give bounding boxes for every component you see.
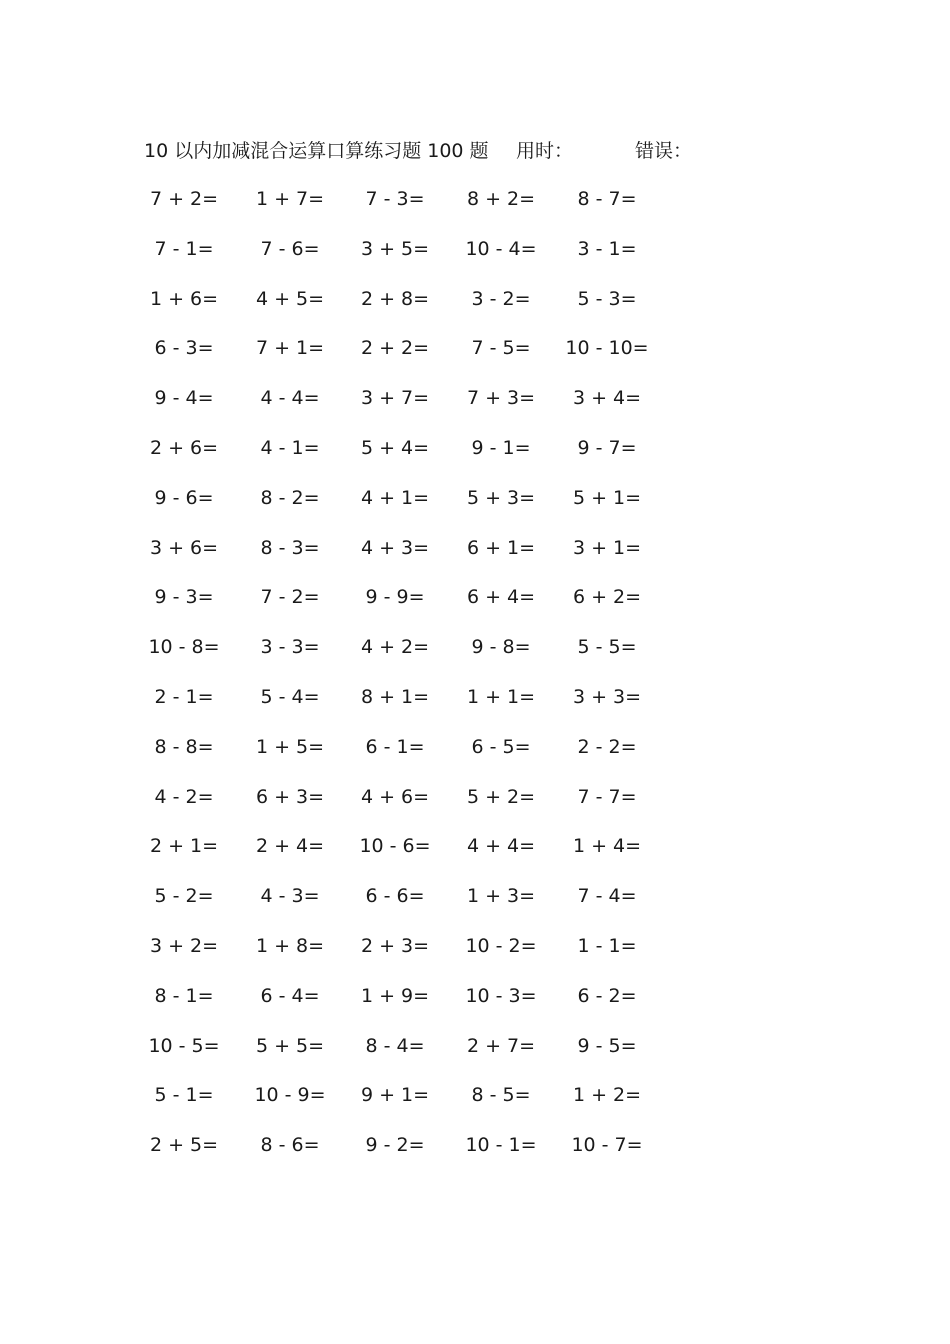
arithmetic-problem: 3 - 2= <box>471 287 531 310</box>
problem-row <box>0 1080 950 1130</box>
problem-row <box>0 831 950 881</box>
arithmetic-problem: 6 + 4= <box>466 586 536 609</box>
arithmetic-problem: 7 - 6= <box>260 237 320 260</box>
arithmetic-problem: 3 + 4= <box>572 387 642 410</box>
arithmetic-problem: 1 + 5= <box>255 735 325 758</box>
arithmetic-problem: 5 + 1= <box>572 486 642 509</box>
arithmetic-problem: 7 - 7= <box>577 785 637 808</box>
arithmetic-problem: 4 + 3= <box>360 536 430 559</box>
problem-row <box>0 234 950 284</box>
arithmetic-problem: 2 + 6= <box>149 436 219 459</box>
errors-label: 错误： <box>635 140 693 162</box>
arithmetic-problem: 9 - 2= <box>365 1134 425 1157</box>
arithmetic-problem: 1 + 3= <box>466 885 536 908</box>
arithmetic-problem: 5 + 3= <box>466 486 536 509</box>
arithmetic-problem: 7 + 3= <box>466 387 536 410</box>
arithmetic-problem: 1 + 2= <box>572 1084 642 1107</box>
arithmetic-problem: 5 - 1= <box>154 1084 214 1107</box>
problem-row <box>0 732 950 782</box>
arithmetic-problem: 6 - 3= <box>154 337 214 360</box>
arithmetic-problem: 10 - 9= <box>254 1084 326 1107</box>
arithmetic-problem: 1 + 7= <box>255 188 325 210</box>
arithmetic-problem: 9 - 6= <box>154 486 214 509</box>
problem-row <box>0 881 950 931</box>
arithmetic-problem: 7 - 1= <box>154 237 214 260</box>
arithmetic-problem: 7 - 4= <box>577 885 637 908</box>
arithmetic-problem: 7 + 2= <box>149 188 219 210</box>
arithmetic-problem: 6 - 2= <box>577 984 637 1007</box>
arithmetic-problem: 2 + 2= <box>360 337 430 360</box>
arithmetic-problem: 4 + 6= <box>360 785 430 808</box>
problem-row <box>0 184 950 234</box>
problem-row <box>0 533 950 583</box>
problem-row <box>0 483 950 533</box>
arithmetic-problem: 8 - 3= <box>260 536 320 559</box>
arithmetic-problem: 7 + 1= <box>255 337 325 360</box>
arithmetic-problem: 7 - 2= <box>260 586 320 609</box>
problem-row <box>0 682 950 732</box>
arithmetic-problem: 3 - 3= <box>260 636 320 659</box>
worksheet-title: 10 以内加减混合运算口算练习题 100 题 <box>144 140 489 162</box>
arithmetic-problem: 10 - 7= <box>571 1134 643 1157</box>
problem-row <box>0 383 950 433</box>
arithmetic-problem: 5 - 5= <box>577 636 637 659</box>
problem-row <box>0 981 950 1031</box>
arithmetic-problem: 8 - 1= <box>154 984 214 1007</box>
arithmetic-problem: 10 - 1= <box>465 1134 537 1157</box>
arithmetic-problem: 1 + 9= <box>360 984 430 1007</box>
arithmetic-problem: 9 + 1= <box>360 1084 430 1107</box>
arithmetic-problem: 3 + 6= <box>149 536 219 559</box>
arithmetic-problem: 2 + 3= <box>360 934 430 957</box>
arithmetic-problem: 5 - 2= <box>154 885 214 908</box>
problem-row <box>0 333 950 383</box>
arithmetic-problem: 1 + 4= <box>572 835 642 858</box>
arithmetic-problem: 4 - 3= <box>260 885 320 908</box>
arithmetic-problem: 9 - 4= <box>154 387 214 410</box>
arithmetic-problem: 8 + 2= <box>466 188 536 210</box>
arithmetic-problem: 9 - 9= <box>365 586 425 609</box>
arithmetic-problem: 3 + 3= <box>572 685 642 708</box>
arithmetic-problem: 8 - 4= <box>365 1034 425 1057</box>
arithmetic-problem: 2 - 2= <box>577 735 637 758</box>
arithmetic-problem: 4 - 4= <box>260 387 320 410</box>
time-used-label: 用时： <box>516 140 574 162</box>
arithmetic-problem: 9 - 8= <box>471 636 531 659</box>
arithmetic-problem: 5 + 4= <box>360 436 430 459</box>
arithmetic-problem: 4 + 4= <box>466 835 536 858</box>
arithmetic-problem: 8 - 7= <box>577 188 637 210</box>
arithmetic-problem: 5 - 3= <box>577 287 637 310</box>
arithmetic-problem: 4 - 1= <box>260 436 320 459</box>
arithmetic-problem: 2 + 4= <box>255 835 325 858</box>
arithmetic-problem: 6 - 5= <box>471 735 531 758</box>
arithmetic-problem: 1 + 1= <box>466 685 536 708</box>
arithmetic-problem: 8 - 6= <box>260 1134 320 1157</box>
problem-row <box>0 931 950 981</box>
arithmetic-problem: 4 + 5= <box>255 287 325 310</box>
arithmetic-problem: 10 - 3= <box>465 984 537 1007</box>
arithmetic-problem: 1 - 1= <box>577 934 637 957</box>
arithmetic-problem: 3 + 5= <box>360 237 430 260</box>
arithmetic-problem: 2 - 1= <box>154 685 214 708</box>
arithmetic-problem: 6 + 2= <box>572 586 642 609</box>
arithmetic-problem: 9 - 1= <box>471 436 531 459</box>
arithmetic-problem: 9 - 7= <box>577 436 637 459</box>
arithmetic-problem: 6 + 3= <box>255 785 325 808</box>
arithmetic-problem: 8 - 5= <box>471 1084 531 1107</box>
arithmetic-problem: 10 - 2= <box>465 934 537 957</box>
arithmetic-problem: 4 + 1= <box>360 486 430 509</box>
arithmetic-problem: 2 + 1= <box>149 835 219 858</box>
arithmetic-problem: 6 - 6= <box>365 885 425 908</box>
arithmetic-problem: 4 - 2= <box>154 785 214 808</box>
arithmetic-problem: 2 + 8= <box>360 287 430 310</box>
arithmetic-problem: 9 - 5= <box>577 1034 637 1057</box>
problem-row <box>0 1031 950 1081</box>
arithmetic-problem: 5 - 4= <box>260 685 320 708</box>
arithmetic-problem: 3 - 1= <box>577 237 637 260</box>
arithmetic-problem: 8 - 8= <box>154 735 214 758</box>
arithmetic-problem: 2 + 7= <box>466 1034 536 1057</box>
arithmetic-problem: 7 - 5= <box>471 337 531 360</box>
arithmetic-problem: 1 + 6= <box>149 287 219 310</box>
problem-row <box>0 433 950 483</box>
arithmetic-problem: 10 - 8= <box>148 636 220 659</box>
arithmetic-problem: 10 - 6= <box>359 835 431 858</box>
problem-grid <box>0 184 950 1180</box>
arithmetic-problem: 5 + 2= <box>466 785 536 808</box>
arithmetic-problem: 2 + 5= <box>149 1134 219 1157</box>
arithmetic-problem: 3 + 1= <box>572 536 642 559</box>
arithmetic-problem: 3 + 7= <box>360 387 430 410</box>
arithmetic-problem: 4 + 2= <box>360 636 430 659</box>
arithmetic-problem: 10 - 5= <box>148 1034 220 1057</box>
arithmetic-problem: 6 - 4= <box>260 984 320 1007</box>
problem-row <box>0 284 950 334</box>
problem-row <box>0 1130 950 1180</box>
arithmetic-problem: 10 - 10= <box>565 337 649 360</box>
problem-row <box>0 782 950 832</box>
arithmetic-problem: 7 - 3= <box>365 188 425 210</box>
arithmetic-problem: 8 - 2= <box>260 486 320 509</box>
arithmetic-problem: 6 + 1= <box>466 536 536 559</box>
arithmetic-problem: 10 - 4= <box>465 237 537 260</box>
arithmetic-problem: 6 - 1= <box>365 735 425 758</box>
arithmetic-problem: 5 + 5= <box>255 1034 325 1057</box>
arithmetic-problem: 9 - 3= <box>154 586 214 609</box>
arithmetic-problem: 3 + 2= <box>149 934 219 957</box>
problem-row <box>0 582 950 632</box>
arithmetic-problem: 8 + 1= <box>360 685 430 708</box>
problem-row <box>0 632 950 682</box>
arithmetic-problem: 1 + 8= <box>255 934 325 957</box>
